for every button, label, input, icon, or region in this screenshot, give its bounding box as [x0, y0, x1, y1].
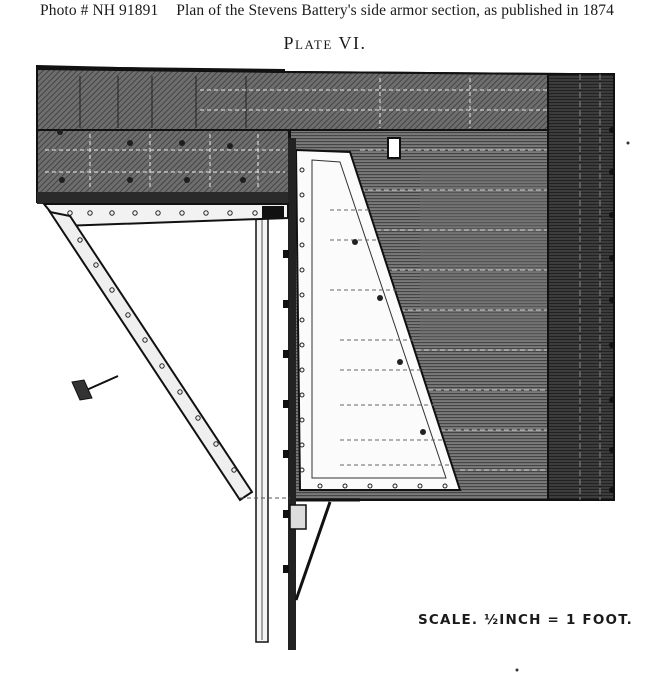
plate-title-initial: P — [283, 33, 296, 53]
stray-mark — [627, 142, 630, 145]
photo-id: Photo # NH 91891 — [40, 2, 159, 19]
upper-beam — [37, 129, 289, 204]
stray-mark — [516, 669, 519, 672]
deck-plating — [37, 66, 570, 132]
knee-bracket — [44, 204, 290, 500]
lower-brace — [290, 500, 360, 600]
plate-title-rest: LATE — [295, 37, 333, 52]
caption-description: Plan of the Stevens Battery's side armor section, as published in 1874 — [176, 2, 614, 19]
bolt-detail — [72, 376, 118, 400]
plate-title-numeral: VI. — [338, 33, 367, 53]
outer-armor-plate — [548, 74, 615, 500]
scale-note: SCALE. ½INCH = 1 FOOT. — [418, 612, 633, 628]
